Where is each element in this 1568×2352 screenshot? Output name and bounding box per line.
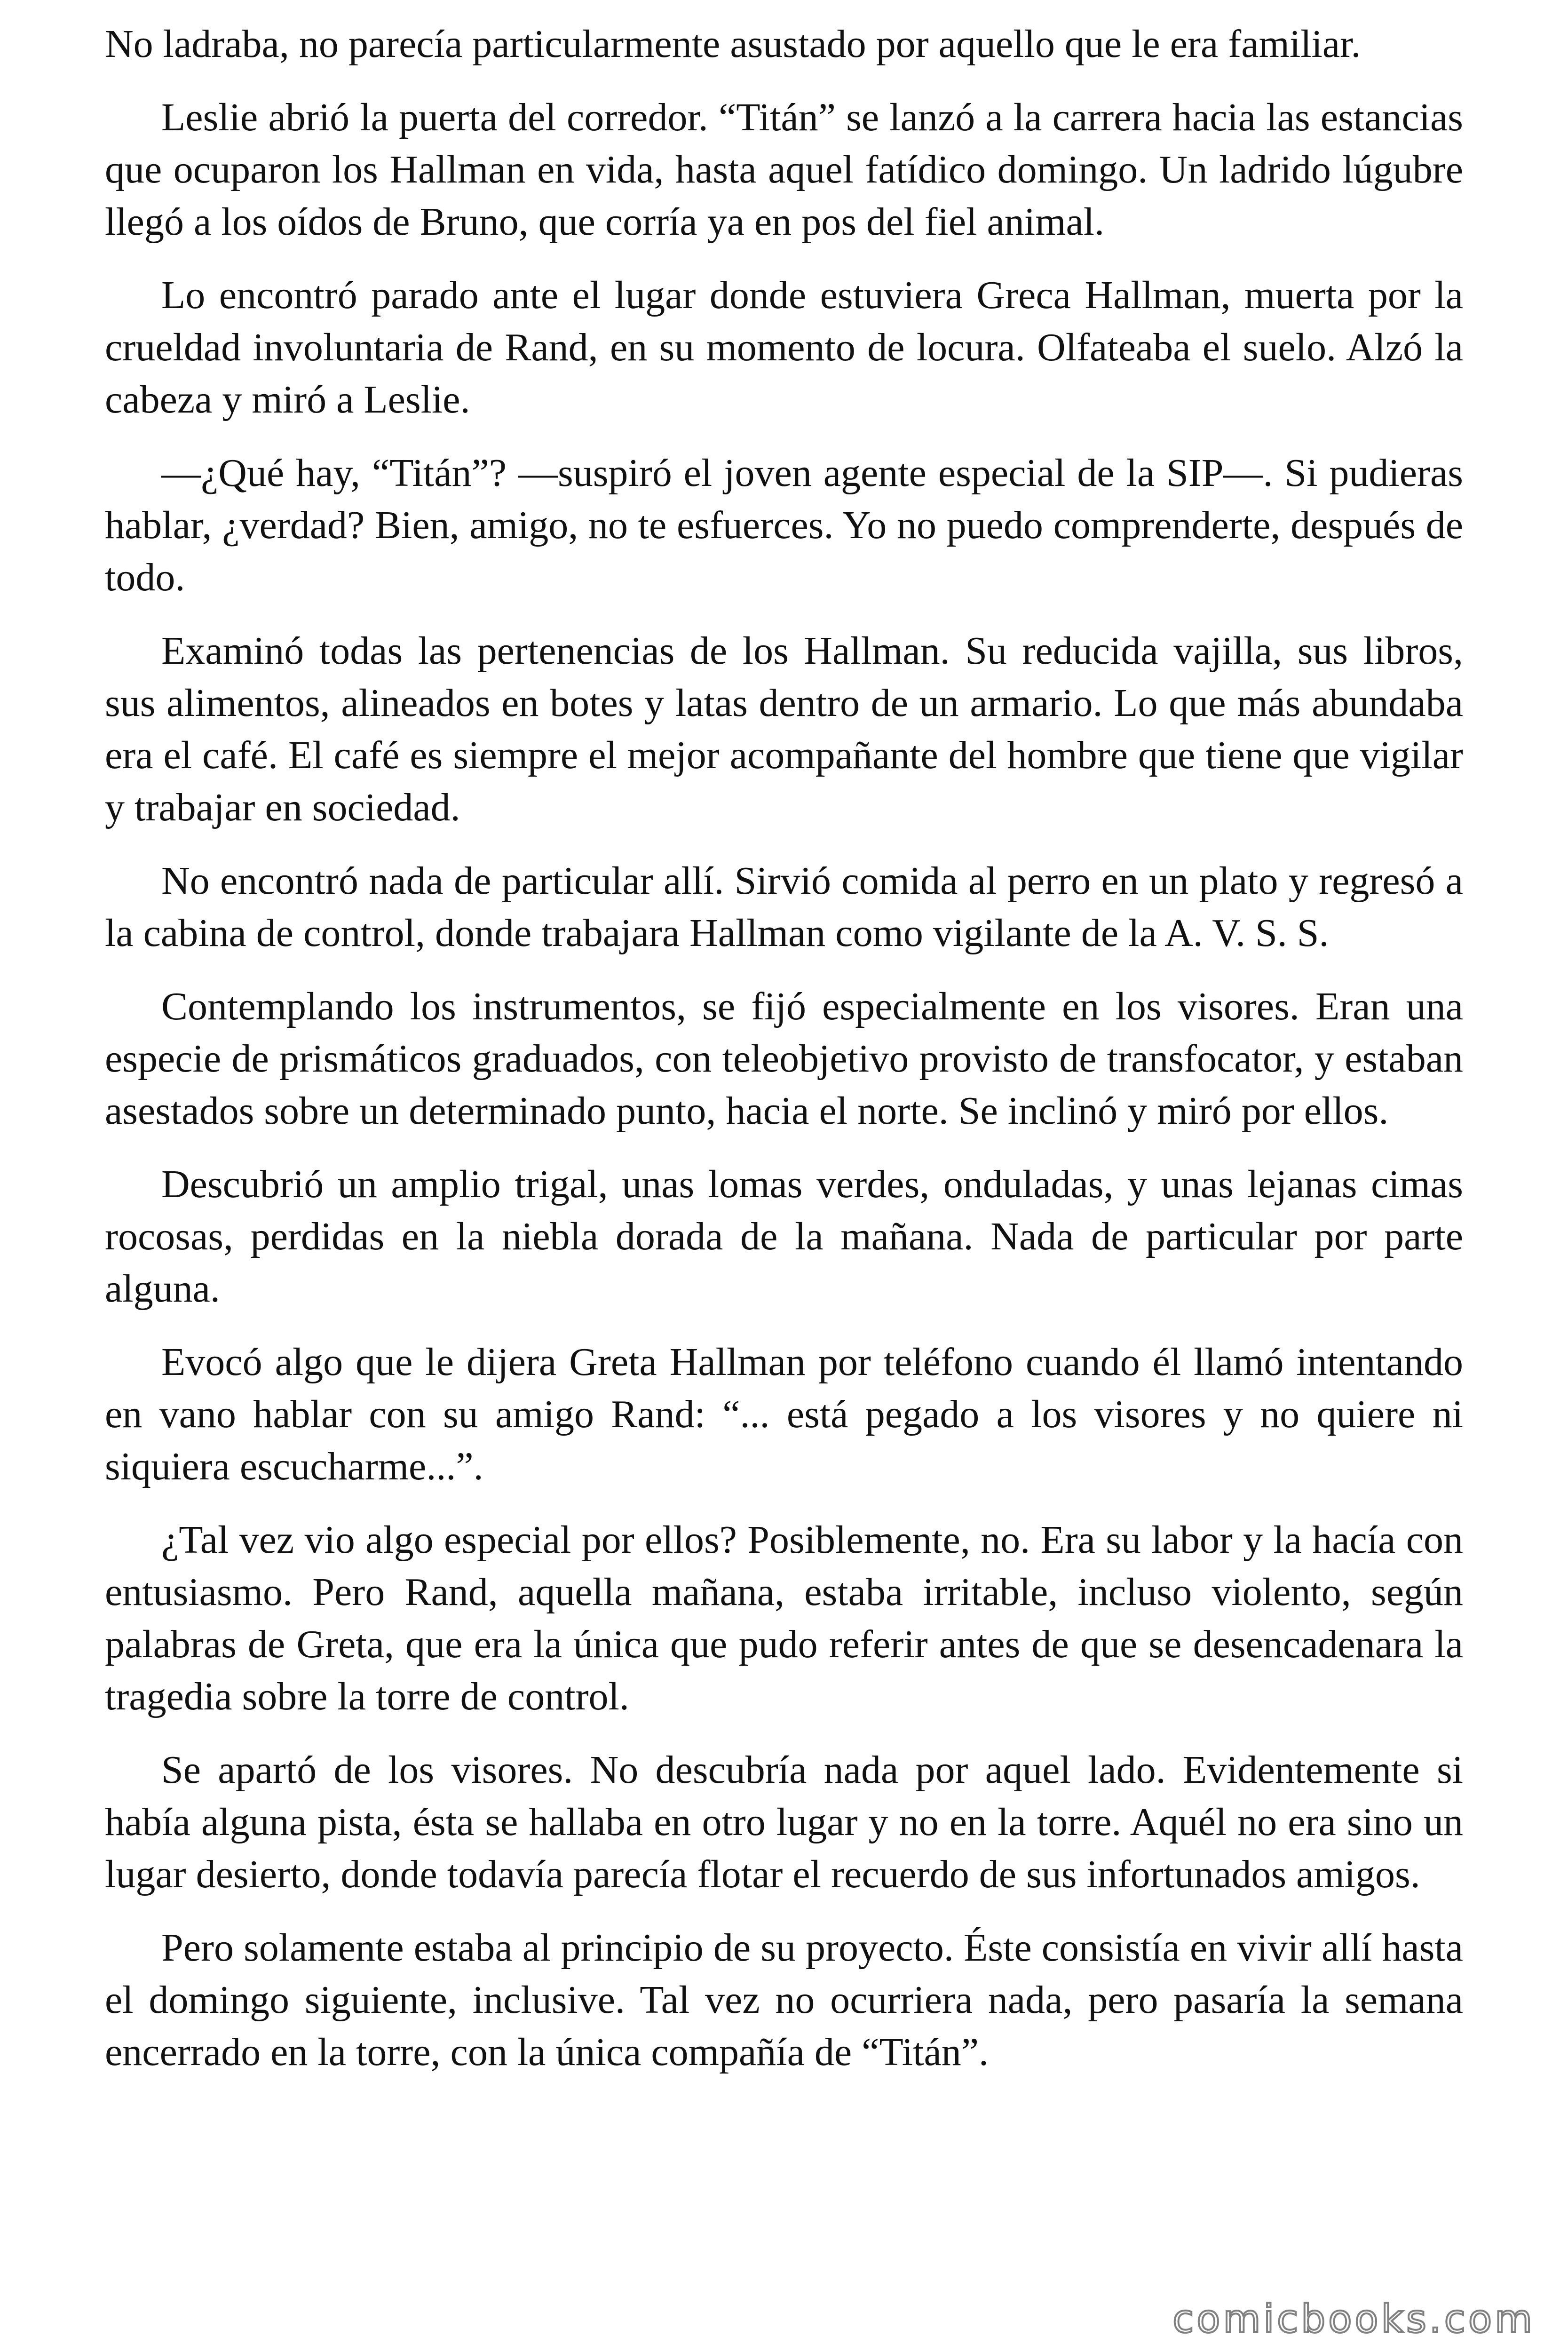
paragraph: Leslie abrió la puerta del corredor. “Titán” se lanzó a la carrera hacia las estancias que ocuparon los Hallman en vida, hasta aquel fatídico domingo. Un ladrido lúgubre llegó a los oídos de Bruno, que corría ya en pos del fiel animal. [105,95,1463,244]
paragraph: Evocó algo que le dijera Greta Hallman por teléfono cuando él llamó intentando en vano hablar con su amigo Rand: “... está pegado a los visores y no quiere ni siquiera escucharme...”. [105,1340,1463,1488]
paragraph: —¿Qué hay, “Titán”? —suspiró el joven agente especial de la SIP—. Si pudieras hablar, ¿verdad? Bien, amigo, no te esfuerces. Yo no puedo comprenderte, después de todo. [105,451,1463,599]
page-body [105,18,1463,2099]
paragraph: Descubrió un amplio trigal, unas lomas verdes, onduladas, y unas lejanas cimas rocosas, perdidas en la niebla dorada de la mañana. Nada de particular por parte alguna. [105,1162,1463,1311]
paragraph: Contemplando los instrumentos, se fijó especialmente en los visores. Eran una especie de prismáticos graduados, con teleobjetivo provisto de transfocator, y estaban asestados sobre un determinado punto, hacia el norte. Se inclinó y miró por ellos. [105,985,1463,1133]
paragraph: No encontró nada de particular allí. Sirvió comida al perro en un plato y regresó a la cabina de control, donde trabajara Hallman como vigilante de la A. V. S. S. [105,859,1463,955]
paragraph: Se apartó de los visores. No descubría nada por aquel lado. Evidentemente si había alguna pista, ésta se hallaba en otro lugar y no en la torre. Aquél no era sino un lugar desierto, donde todavía parecía flotar el recuerdo de sus infortunados amigos. [105,1748,1463,1896]
paragraph: ¿Tal vez vio algo especial por ellos? Posiblemente, no. Era su labor y la hacía con entusiasmo. Pero Rand, aquella mañana, estaba irritable, incluso violento, según palabras de Greta, que era la única que pudo referir antes de que se desencadenara la tragedia sobre la torre de control. [105,1518,1463,1718]
paragraph: No ladraba, no parecía particularmente asustado por aquello que le era familiar. [105,22,1361,66]
paragraph: Pero solamente estaba al principio de su proyecto. Éste consistía en vivir allí hasta el domingo siguiente, inclusive. Tal vez no ocurriera nada, pero pasaría la semana encerrado en la torre, con la única compañía de “Titán”. [105,1926,1463,2074]
paragraph: Lo encontró parado ante el lugar donde estuviera Greca Hallman, muerta por la crueldad involuntaria de Rand, en su momento de locura. Olfateaba el suelo. Alzó la cabeza y miró a Leslie. [105,273,1463,421]
paragraph: Examinó todas las pertenencias de los Hallman. Su reducida vajilla, sus libros, sus alimentos, alineados en botes y latas dentro de un armario. Lo que más abundaba era el café. El café es siempre el mejor acompañante del hombre que tiene que vigilar y trabajar en sociedad. [105,629,1463,829]
watermark-logo: comicbooks.com [1172,2297,1535,2342]
